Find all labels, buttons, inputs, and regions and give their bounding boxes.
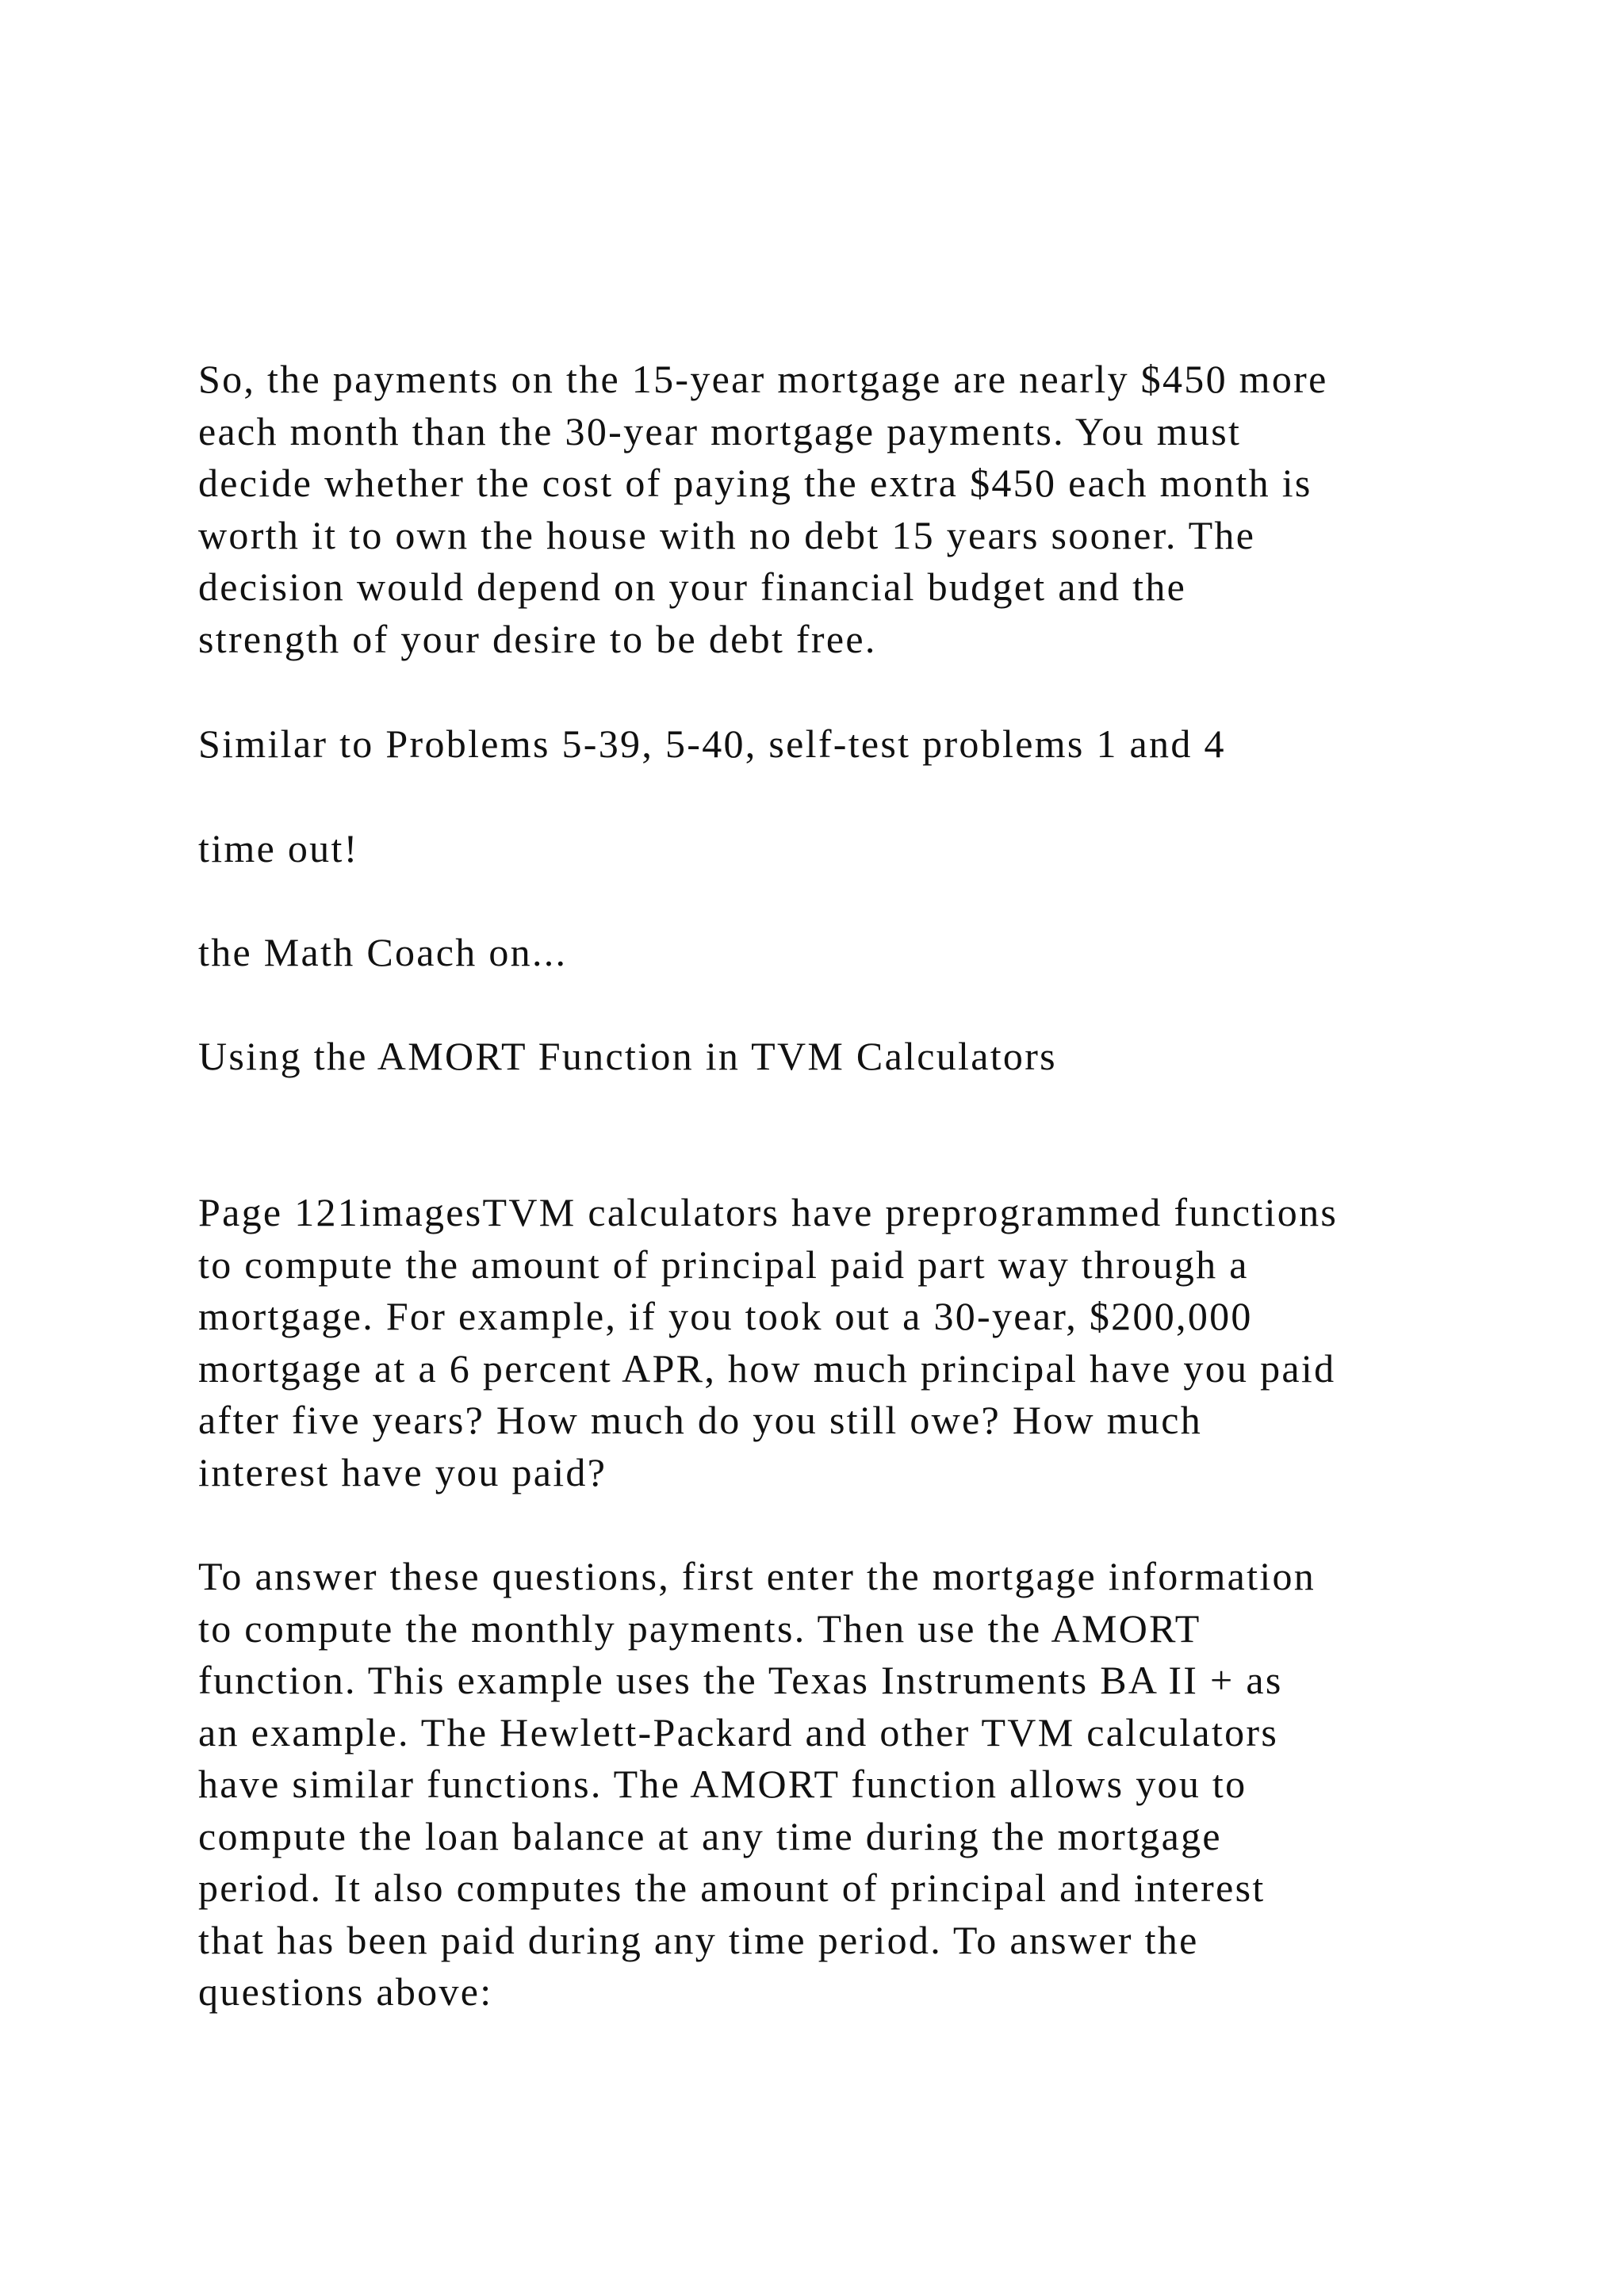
text-line: Using the AMORT Function in TVM Calculators — [198, 1034, 1057, 1078]
text-line: To answer these questions, first enter the mortgage information — [198, 1554, 1316, 1598]
text-line: function. This example uses the Texas Instruments BA II + as — [198, 1658, 1283, 1702]
text-line: decision would depend on your financial budget and the — [198, 564, 1187, 609]
text-line: So, the payments on the 15-year mortgage are nearly $450 more — [198, 357, 1328, 401]
text-line: that has been paid during any time period. To answer the — [198, 1917, 1199, 1962]
text-line: have similar functions. The AMORT function allows you to — [198, 1762, 1247, 1806]
text-line: worth it to own the house with no debt 15 years sooner. The — [198, 512, 1256, 557]
text-line: strength of your desire to be debt free. — [198, 616, 877, 661]
paragraph-amort-intro — [198, 1187, 1515, 1498]
text-line: mortgage at a 6 percent APR, how much principal have you paid — [198, 1345, 1336, 1391]
text-line: the Math Coach on... — [198, 930, 568, 974]
text-line: period. It also computes the amount of principal and interest — [198, 1866, 1266, 1910]
math-coach-heading — [198, 927, 1515, 979]
text-line: compute the loan balance at any time during the mortgage — [198, 1813, 1222, 1858]
time-out-heading — [198, 823, 1515, 875]
text-line: each month than the 30-year mortgage payments. You must — [198, 408, 1242, 453]
text-line: questions above: — [198, 1969, 493, 2014]
text-line: mortgage. For example, if you took out a 30-year, $200,000 — [198, 1294, 1253, 1338]
paragraph-amort-instructions — [198, 1551, 1515, 2019]
similar-problems-note — [198, 718, 1515, 771]
text-line: time out! — [198, 826, 359, 871]
text-line: an example. The Hewlett-Packard and other TVM calculators — [198, 1709, 1279, 1755]
section-title — [198, 1031, 1515, 1083]
text-line: after five years? How much do you still owe? How much — [198, 1398, 1203, 1442]
paragraph-mortgage-comparison — [198, 354, 1515, 665]
text-line: to compute the amount of principal paid part way through a — [198, 1242, 1249, 1287]
text-line: Similar to Problems 5-39, 5-40, self-test problems 1 and 4 — [198, 721, 1226, 766]
text-line: Page 121imagesTVM calculators have preprogrammed functions — [198, 1190, 1339, 1234]
text-line: decide whether the cost of paying the extra $450 each month is — [198, 461, 1312, 505]
text-line: to compute the monthly payments. Then use the AMORT — [198, 1605, 1201, 1651]
text-line: interest have you paid? — [198, 1449, 607, 1494]
